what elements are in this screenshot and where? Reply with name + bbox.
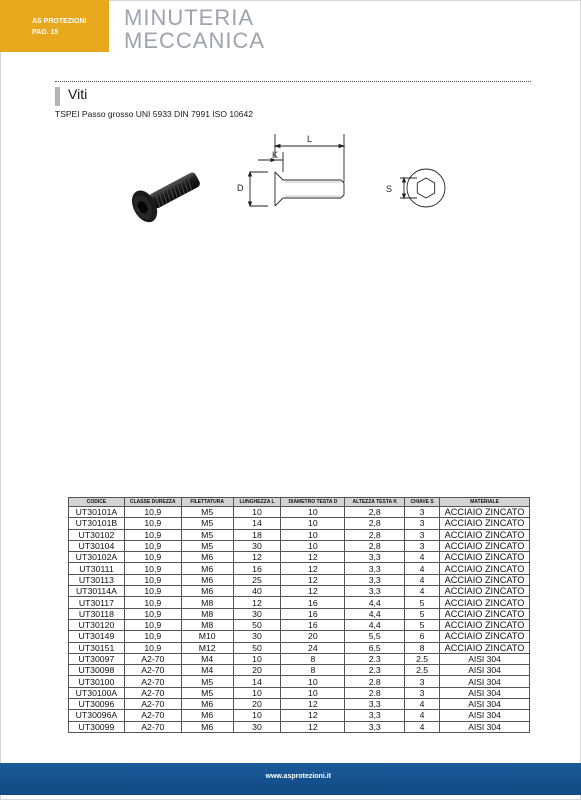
table-cell: UT30096A <box>69 710 125 721</box>
table-cell: 10 <box>233 507 281 518</box>
table-cell: 3,3 <box>345 552 405 563</box>
table-cell: AISI 304 <box>440 699 530 710</box>
table-cell: 10 <box>233 687 281 698</box>
table-cell: M5 <box>181 676 233 687</box>
table-cell: ACCIAIO ZINCATO <box>440 631 530 642</box>
table-cell: 12 <box>281 586 345 597</box>
table-cell: 25 <box>233 574 281 585</box>
table-cell: 10,9 <box>124 586 181 597</box>
table-row <box>69 586 530 597</box>
table-cell: UT30102A <box>69 552 125 563</box>
table-cell: AISI 304 <box>440 665 530 676</box>
table-cell: UT30101A <box>69 507 125 518</box>
table-cell: AISI 304 <box>440 710 530 721</box>
column-header: FILETTATURA <box>181 498 233 507</box>
column-header: DIAMETRO TESTA D <box>281 498 345 507</box>
table-cell: 8 <box>405 642 440 653</box>
column-header: ALTEZZA TESTA K <box>345 498 405 507</box>
footer-bar <box>0 763 581 795</box>
table-cell: A2-70 <box>124 699 181 710</box>
table-cell: ACCIAIO ZINCATO <box>440 642 530 653</box>
table-row <box>69 676 530 687</box>
table-cell: 10,9 <box>124 563 181 574</box>
table-cell: UT30118 <box>69 608 125 619</box>
table-row <box>69 529 530 540</box>
table-cell: M8 <box>181 608 233 619</box>
table-cell: 12 <box>281 710 345 721</box>
table-cell: M4 <box>181 665 233 676</box>
table-cell: 4,4 <box>345 597 405 608</box>
table-cell: ACCIAIO ZINCATO <box>440 529 530 540</box>
table-cell: 2.8 <box>345 687 405 698</box>
dimension-label-d: D <box>237 183 244 193</box>
table-cell: M8 <box>181 597 233 608</box>
table-cell: 6 <box>405 631 440 642</box>
table-cell: 4,4 <box>345 608 405 619</box>
table-cell: 10,9 <box>124 608 181 619</box>
table-cell: 5,5 <box>345 631 405 642</box>
table-cell: 3,3 <box>345 586 405 597</box>
table-row <box>69 563 530 574</box>
section-marker <box>55 87 60 106</box>
table-cell: 16 <box>233 563 281 574</box>
table-cell: 40 <box>233 586 281 597</box>
table-cell: 10 <box>281 687 345 698</box>
table-cell: 10 <box>281 529 345 540</box>
dotted-divider <box>55 81 531 82</box>
table-cell: M6 <box>181 710 233 721</box>
table-cell: A2-70 <box>124 665 181 676</box>
column-header: CLASSE DUREZZA <box>124 498 181 507</box>
table-row <box>69 687 530 698</box>
website-link[interactable]: www.asprotezioni.it <box>265 773 331 780</box>
table-cell: ACCIAIO ZINCATO <box>440 507 530 518</box>
table-cell: 30 <box>233 540 281 551</box>
table-cell: 24 <box>281 642 345 653</box>
table-row <box>69 665 530 676</box>
catalog-title <box>124 6 265 52</box>
table-row <box>69 699 530 710</box>
table-row <box>69 574 530 585</box>
table-row <box>69 608 530 619</box>
table-cell: M6 <box>181 563 233 574</box>
table-cell: UT30098 <box>69 665 125 676</box>
table-cell: 2,8 <box>345 518 405 529</box>
table-cell: UT30113 <box>69 574 125 585</box>
table-cell: UT30096 <box>69 699 125 710</box>
brand-name: AS PROTEZIONI <box>32 18 87 25</box>
table-cell: 10,9 <box>124 529 181 540</box>
table-cell: M4 <box>181 653 233 664</box>
table-cell: M5 <box>181 518 233 529</box>
table-cell: AISI 304 <box>440 653 530 664</box>
table-cell: M5 <box>181 507 233 518</box>
table-cell: 8 <box>281 653 345 664</box>
table-cell: 10,9 <box>124 597 181 608</box>
table-cell: 5 <box>405 619 440 630</box>
table-cell: 20 <box>233 665 281 676</box>
table-cell: M6 <box>181 586 233 597</box>
table-cell: 10,9 <box>124 631 181 642</box>
table-cell: M6 <box>181 574 233 585</box>
table-cell: 3,3 <box>345 721 405 732</box>
table-cell: 4 <box>405 552 440 563</box>
table-cell: AISI 304 <box>440 721 530 732</box>
table-cell: 4 <box>405 574 440 585</box>
table-cell: 12 <box>281 721 345 732</box>
table-cell: A2-70 <box>124 653 181 664</box>
table-cell: ACCIAIO ZINCATO <box>440 563 530 574</box>
table-cell: UT30101B <box>69 518 125 529</box>
table-cell: 2.3 <box>345 653 405 664</box>
catalog-title-line1: MINUTERIA <box>124 5 254 30</box>
table-cell: UT30151 <box>69 642 125 653</box>
table-cell: 2.8 <box>345 676 405 687</box>
table-cell: ACCIAIO ZINCATO <box>440 574 530 585</box>
dimension-label-l: L <box>307 134 313 144</box>
table-row <box>69 518 530 529</box>
table-row <box>69 642 530 653</box>
table-cell: 5 <box>405 597 440 608</box>
table-cell: A2-70 <box>124 710 181 721</box>
table-cell: 2.3 <box>345 665 405 676</box>
table-cell: 12 <box>281 563 345 574</box>
table-cell: M5 <box>181 540 233 551</box>
table-cell: 3,3 <box>345 574 405 585</box>
dimension-label-s: S <box>386 184 393 194</box>
table-cell: M8 <box>181 619 233 630</box>
table-row <box>69 710 530 721</box>
table-cell: UT30104 <box>69 540 125 551</box>
table-cell: 12 <box>281 699 345 710</box>
table-cell: 18 <box>233 529 281 540</box>
table-cell: 12 <box>281 552 345 563</box>
table-cell: 30 <box>233 608 281 619</box>
table-row <box>69 552 530 563</box>
catalog-title-line2: MECCANICA <box>124 28 266 53</box>
screw-photo <box>128 165 210 223</box>
table-row <box>69 540 530 551</box>
table-cell: UT30120 <box>69 619 125 630</box>
table-cell: ACCIAIO ZINCATO <box>440 552 530 563</box>
screw-side-drawing <box>228 128 353 213</box>
table-cell: 3 <box>405 676 440 687</box>
table-cell: 10 <box>233 653 281 664</box>
table-cell: ACCIAIO ZINCATO <box>440 586 530 597</box>
table-cell: UT30099 <box>69 721 125 732</box>
section-subtitle: TSPEI Passo grosso UNI 5933 DIN 7991 ISO 10642 <box>55 109 253 119</box>
column-header: CODICE <box>69 498 125 507</box>
table-cell: 4,4 <box>345 619 405 630</box>
table-cell: 10,9 <box>124 552 181 563</box>
table-cell: A2-70 <box>124 721 181 732</box>
table-cell: 2.5 <box>405 665 440 676</box>
table-cell: 10,9 <box>124 619 181 630</box>
table-cell: 2,8 <box>345 507 405 518</box>
table-cell: ACCIAIO ZINCATO <box>440 619 530 630</box>
table-cell: 10,9 <box>124 574 181 585</box>
table-cell: 10,9 <box>124 507 181 518</box>
table-cell: 3 <box>405 507 440 518</box>
table-row <box>69 721 530 732</box>
table-cell: M10 <box>181 631 233 642</box>
table-row <box>69 619 530 630</box>
table-cell: ACCIAIO ZINCATO <box>440 608 530 619</box>
table-cell: 20 <box>233 699 281 710</box>
table-cell: 30 <box>233 631 281 642</box>
table-cell: ACCIAIO ZINCATO <box>440 540 530 551</box>
page-number: PAG. 15 <box>32 29 59 36</box>
table-cell: UT30114A <box>69 586 125 597</box>
table-cell: UT30149 <box>69 631 125 642</box>
table-cell: 4 <box>405 563 440 574</box>
table-cell: 5 <box>405 608 440 619</box>
table-cell: M12 <box>181 642 233 653</box>
table-cell: 3 <box>405 540 440 551</box>
column-header: MATERIALE <box>440 498 530 507</box>
table-cell: 50 <box>233 642 281 653</box>
table-cell: 50 <box>233 619 281 630</box>
table-cell: 10 <box>281 518 345 529</box>
table-cell: 4 <box>405 710 440 721</box>
spec-table <box>68 497 530 733</box>
table-row <box>69 597 530 608</box>
table-cell: UT30100 <box>69 676 125 687</box>
section-title: Viti <box>68 86 88 102</box>
table-cell: UT30117 <box>69 597 125 608</box>
table-cell: 2,8 <box>345 540 405 551</box>
table-cell: A2-70 <box>124 676 181 687</box>
column-header: CHIAVE S <box>405 498 440 507</box>
table-cell: 16 <box>281 608 345 619</box>
table-cell: 2,8 <box>345 529 405 540</box>
table-cell: 12 <box>233 552 281 563</box>
table-cell: 3,3 <box>345 563 405 574</box>
column-header: LUNGHEZZA L <box>233 498 281 507</box>
table-cell: M5 <box>181 529 233 540</box>
table-cell: 4 <box>405 699 440 710</box>
table-cell: AISI 304 <box>440 676 530 687</box>
table-header-row <box>69 498 530 507</box>
table-cell: M6 <box>181 699 233 710</box>
table-cell: 10,9 <box>124 518 181 529</box>
table-cell: 8 <box>281 665 345 676</box>
table-row <box>69 653 530 664</box>
table-cell: 16 <box>281 597 345 608</box>
table-cell: UT30111 <box>69 563 125 574</box>
table-row <box>69 631 530 642</box>
table-cell: ACCIAIO ZINCATO <box>440 597 530 608</box>
table-cell: UT30102 <box>69 529 125 540</box>
brand-box <box>0 0 109 52</box>
table-cell: 3 <box>405 518 440 529</box>
table-cell: 14 <box>233 676 281 687</box>
table-cell: M5 <box>181 687 233 698</box>
dimension-label-k: K <box>272 150 279 160</box>
table-cell: 10 <box>233 710 281 721</box>
table-cell: ACCIAIO ZINCATO <box>440 518 530 529</box>
table-cell: M6 <box>181 552 233 563</box>
table-cell: 14 <box>233 518 281 529</box>
table-cell: 4 <box>405 586 440 597</box>
table-cell: 10,9 <box>124 642 181 653</box>
table-cell: 3,3 <box>345 699 405 710</box>
table-cell: 12 <box>233 597 281 608</box>
table-cell: 20 <box>281 631 345 642</box>
table-cell: 3 <box>405 529 440 540</box>
table-cell: 12 <box>281 574 345 585</box>
table-cell: 10,9 <box>124 540 181 551</box>
table-cell: 6,5 <box>345 642 405 653</box>
table-cell: 10 <box>281 507 345 518</box>
table-cell: M6 <box>181 721 233 732</box>
table-cell: 3 <box>405 687 440 698</box>
table-cell: 10 <box>281 676 345 687</box>
table-cell: AISI 304 <box>440 687 530 698</box>
table-cell: 16 <box>281 619 345 630</box>
table-cell: A2-70 <box>124 687 181 698</box>
table-cell: 2.5 <box>405 653 440 664</box>
table-cell: UT30097 <box>69 653 125 664</box>
table-cell: 4 <box>405 721 440 732</box>
table-cell: 30 <box>233 721 281 732</box>
screw-head-drawing <box>378 158 450 218</box>
table-row <box>69 507 530 518</box>
table-cell: UT30100A <box>69 687 125 698</box>
table-cell: 3,3 <box>345 710 405 721</box>
table-cell: 10 <box>281 540 345 551</box>
